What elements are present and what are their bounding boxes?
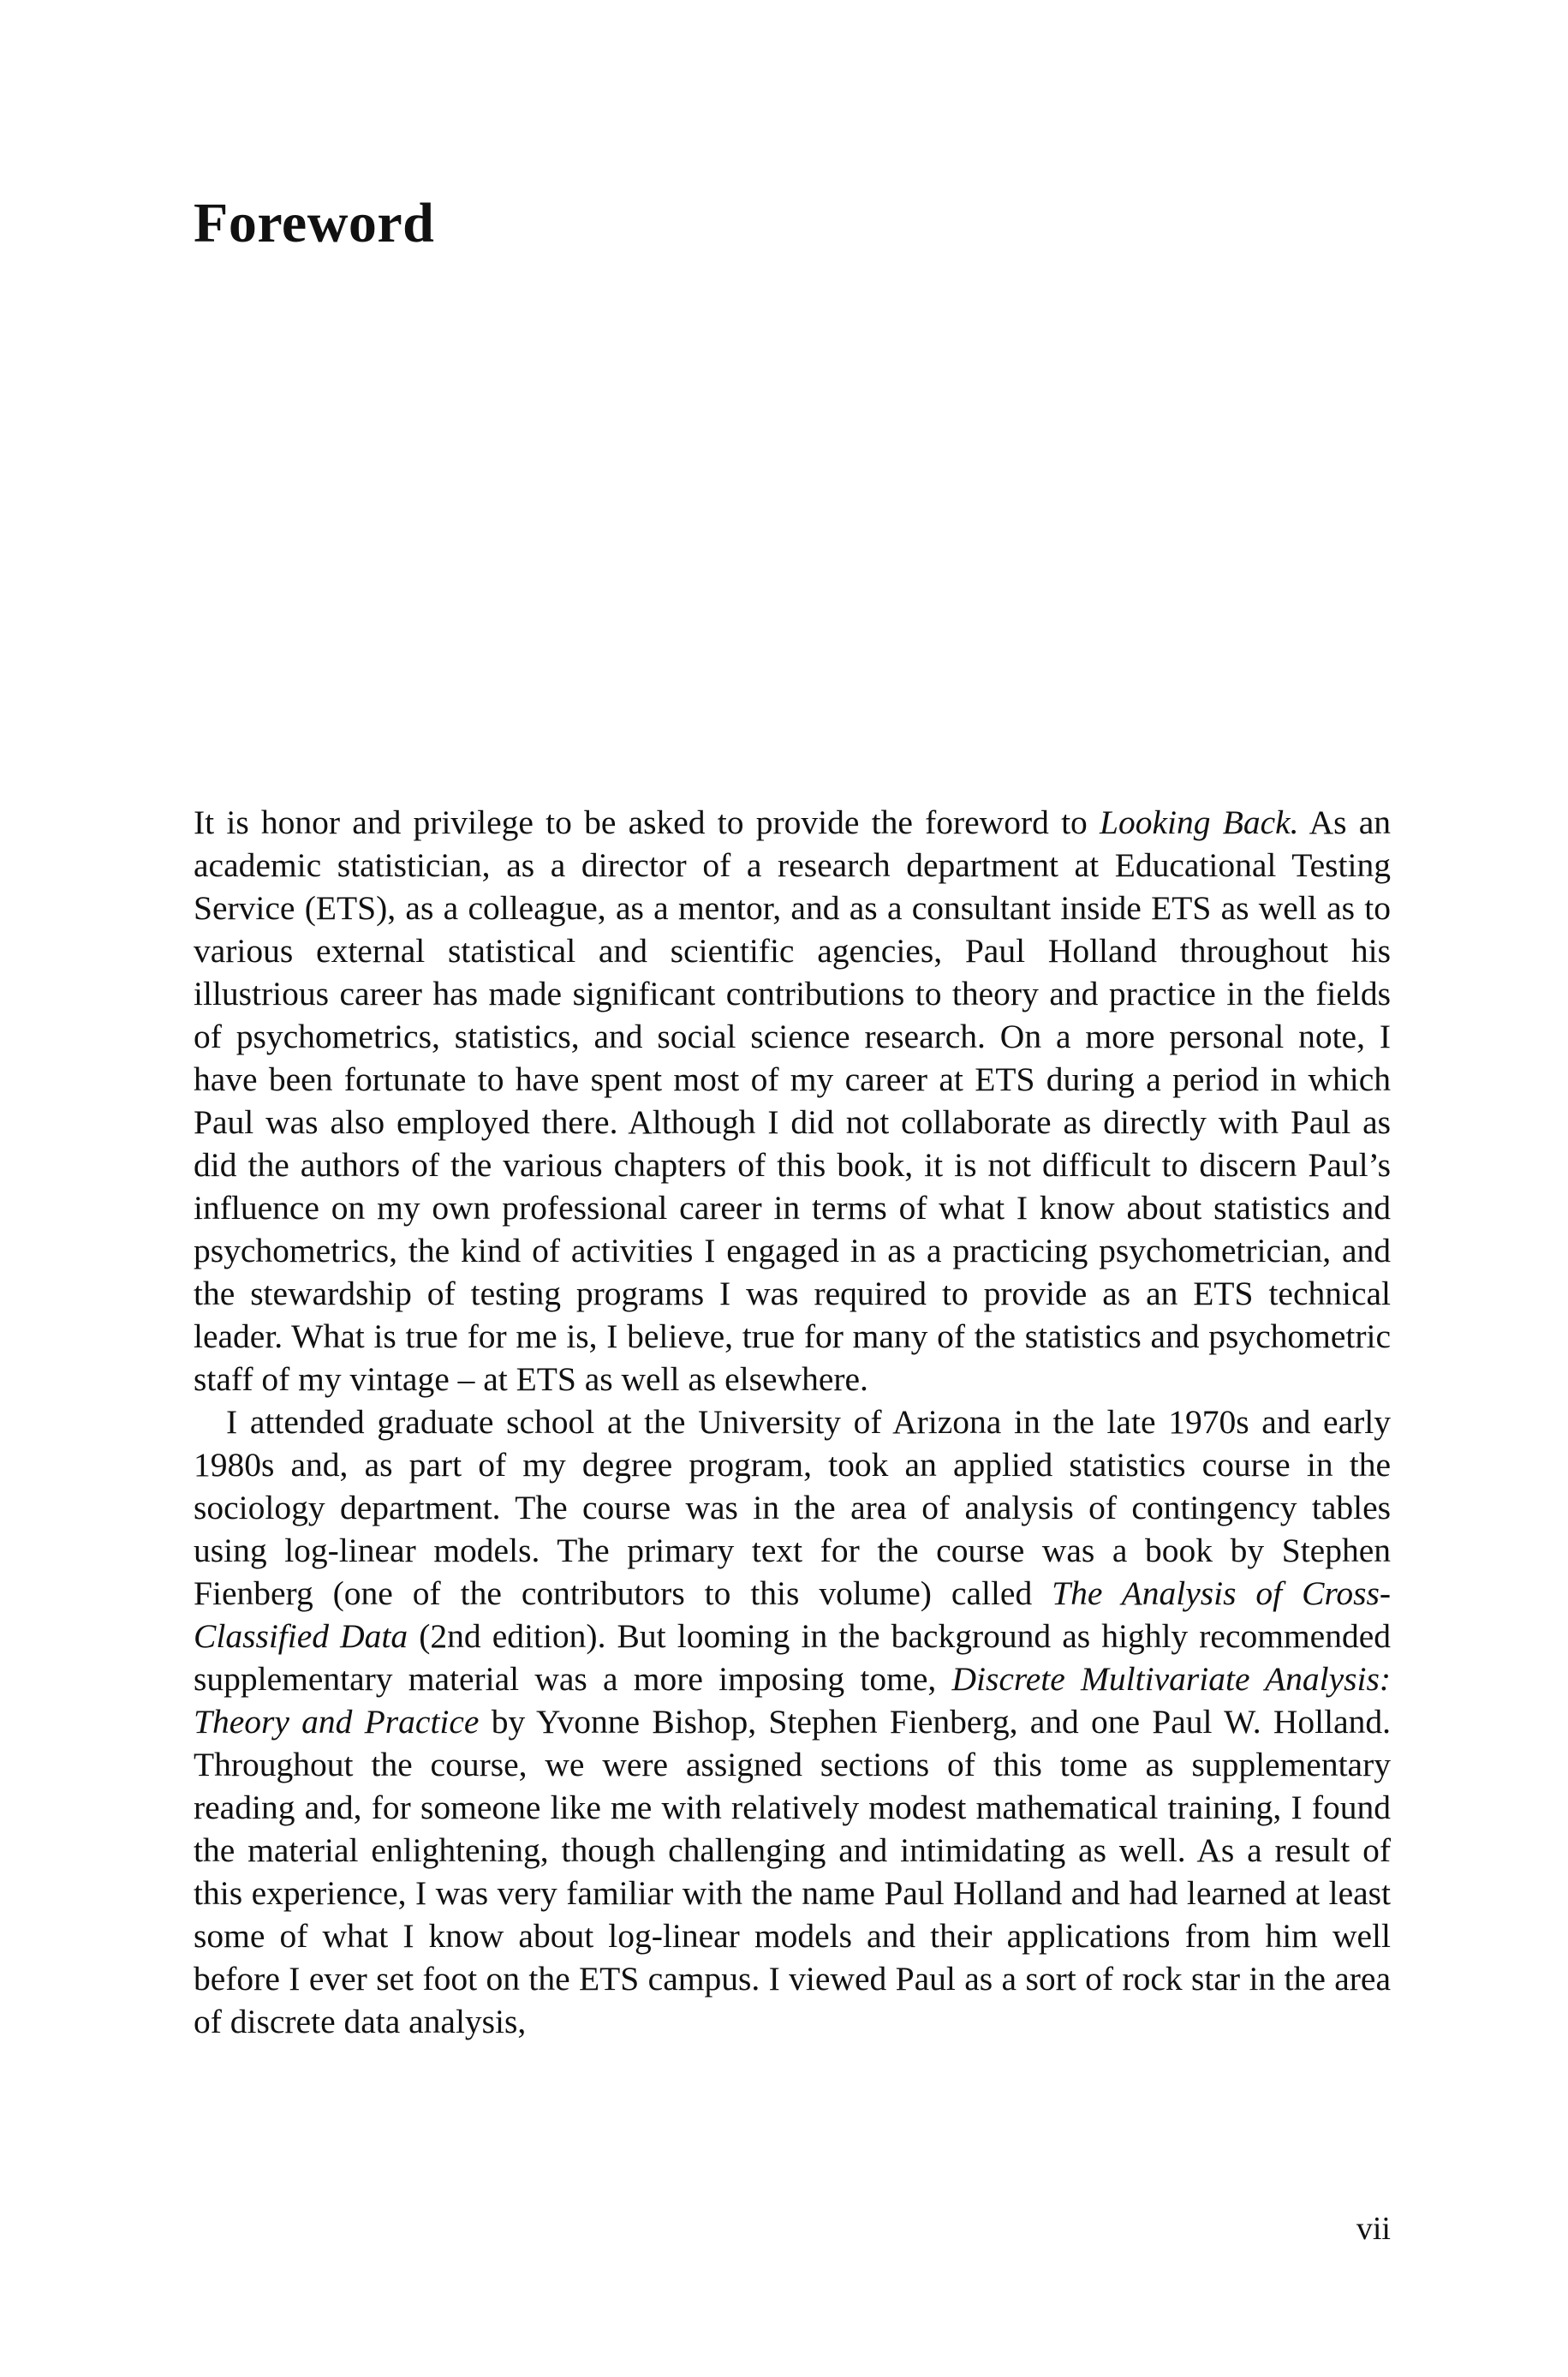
book-title-cross-classified: The Analysis of Cross-Classified Data — [194, 1574, 1392, 1655]
paragraph-2 — [194, 1401, 1391, 2043]
book-title-discrete-multivariate: Discrete Multivariate Analysis: Theory and Practice — [194, 1660, 1391, 1741]
paragraph-1-text-b: As an academic statistician, as a director of a research department at Educational Testing Service (ETS), as a colleague, as a mentor, and as a consultant inside ETS as well as to various external statistical and scientific agencies, Paul Holland throughout his illustrious career has made significant contributions to theory and practice in the fields of psychometrics, statistics, and social science research. On a more personal note, I have been fortunate to have spent most of my career at ETS during a period in which Paul was also employed there. Although I did not collaborate as directly with Paul as did the authors of the various chapters of this book, it is not difficult to discern Paul’s influence on my own professional career in terms of what I know about statistics and psychometrics, the kind of activities I engaged in as a practicing psychometrician, and the stewardship of testing programs I was required to provide as an ETS technical leader. What is true for me is, I believe, true for many of the statistics and psychometric staff of my vintage – at ETS as well as elsewhere. — [194, 803, 1391, 1398]
paragraph-1 — [194, 801, 1391, 1401]
book-title-looking-back: Looking Back. — [1100, 803, 1299, 841]
body-text — [194, 801, 1391, 2043]
paragraph-2-text-c: by Yvonne Bishop, Stephen Fienberg, and one Paul W. Holland. Throughout the course, we were assigned sections of this tome as supplementary reading and, for someone like me with relatively modest mathematical training, I found the material enlightening, though challenging and intimidating as well. As a result of this experience, I was very familiar with the name Paul Holland and had learned at least some of what I know about log-linear models and their applications from him well before I ever set foot on the ETS campus. I viewed Paul as a sort of rock star in the area of discrete data analysis, — [194, 1703, 1391, 2040]
paragraph-2-text-b: (2nd edition). But looming in the background as highly recommended supplementary material was a more imposing tome, — [194, 1617, 1391, 1698]
paragraph-2-text-a: I attended graduate school at the University of Arizona in the late 1970s and early 1980s and, as part of my degree program, took an applied statistics course in the sociology department. The course was in the area of analysis of contingency tables using log-linear models. The primary text for the course was a book by Stephen Fienberg (one of the contributors to this volume) called — [194, 1403, 1391, 1612]
paragraph-1-text-a: It is honor and privilege to be asked to provide the foreword to — [194, 803, 1100, 841]
page-title: Foreword — [194, 192, 435, 254]
page-number: vii — [1356, 2211, 1391, 2247]
